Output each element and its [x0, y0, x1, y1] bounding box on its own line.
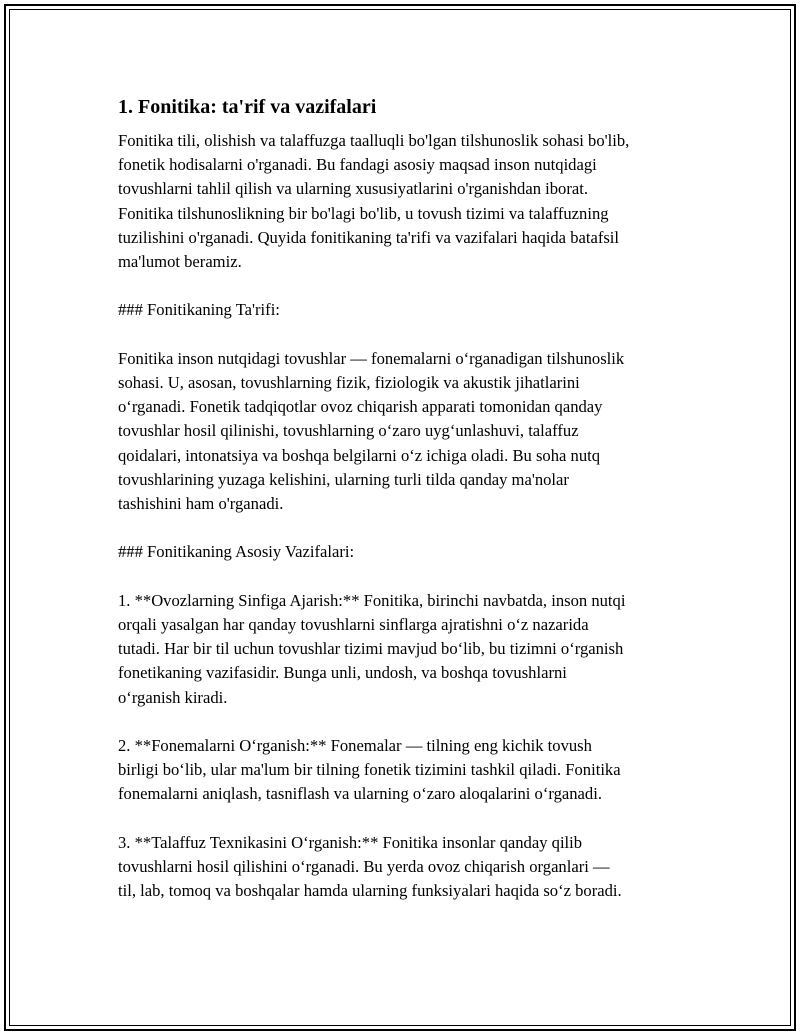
text-line: tuzilishini o'rganadi. Quyida fonitikaning ta'rifi va vazifalari haqida batafsil: [118, 227, 620, 247]
text-line: orqali yasalgan har qanday tovushlarni sinflarga ajratishni o‘z nazarida: [118, 615, 589, 634]
text-line: fonemalarni aniqlash, tasniflash va ularning o‘zaro aloqalarini o‘rganadi.: [118, 784, 602, 804]
subheading-definition: [118, 298, 698, 322]
text-line: o‘rganish kiradi.: [118, 687, 228, 707]
paragraph-spacer: [118, 516, 698, 540]
list-item-3: [118, 831, 698, 904]
text-line: fonetik hodisalarni o'rganadi. Bu fandagi asosiy maqsad inson nutqidagi: [118, 155, 597, 175]
text-line: tutadi. Har bir til uchun tovushlar tizimi mavjud bo‘lib, bu tizimni o‘rganish: [118, 639, 624, 659]
paragraph-spacer: [118, 565, 698, 589]
text-line: tovushlarining yuzaga kelishini, ularning turli tilda qanday ma'nolar: [118, 469, 569, 489]
text-line: qoidalari, intonatsiya va boshqa belgilarni o‘z ichiga oladi. Bu soha nutq: [118, 445, 601, 465]
text-line: til, lab, tomoq va boshqalar hamda ularning funksiyalari haqida so‘z boradi.: [118, 881, 622, 901]
text-line: ### Fonitikaning Asosiy Vazifalari:: [118, 542, 355, 562]
paragraph-definition: [118, 347, 698, 516]
text-line: fonetikaning vazifasidir. Bunga unli, undosh, va boshqa tovushlarni: [118, 663, 567, 683]
subheading-tasks: [118, 540, 698, 564]
text-line: tovushlarni hosil qilishini o‘rganadi. Bu yerda ovoz chiqarish organlari —: [118, 857, 610, 876]
paragraph-spacer: [118, 710, 698, 734]
text-line: Fonitika tilshunoslikning bir bo'lagi bo'lib, u tovush tizimi va talaffuzning: [118, 203, 609, 223]
paragraph-spacer: [118, 807, 698, 831]
paragraph-intro: [118, 129, 698, 274]
text-line: ### Fonitikaning Ta'rifi:: [118, 300, 280, 320]
list-item-1: [118, 589, 698, 710]
text-line: ma'lumot beramiz.: [118, 252, 242, 272]
text-line: Fonitika inson nutqidagi tovushlar — fonemalarni o‘rganadigan tilshunoslik: [118, 348, 625, 368]
text-line: tovushlarni tahlil qilish va ularning xususiyatlarini o'rganishdan iborat.: [118, 179, 589, 199]
text-line: sohasi. U, asosan, tovushlarning fizik, fiziologik va akustik jihatlarini: [118, 373, 580, 392]
paragraph-spacer: [118, 323, 698, 347]
text-line: 2. **Fonemalarni O‘rganish:** Fonemalar — tilning eng kichik tovush: [118, 736, 592, 755]
text-line: Fonitika tili, olishish va talaffuzga taalluqli bo'lgan tilshunoslik sohasi bo'lib,: [118, 131, 630, 150]
text-line: tashishini ham o'rganadi.: [118, 494, 284, 514]
text-line: 3. **Talaffuz Texnikasini O‘rganish:** Fonitika insonlar qanday qilib: [118, 832, 583, 852]
text-line: birligi bo‘lib, ular ma'lum bir tilning fonetik tizimini tashkil qiladi. Fonitika: [118, 760, 621, 780]
list-item-2: [118, 734, 698, 807]
text-line: tovushlar hosil qilinishi, tovushlarning o‘zaro uyg‘unlashuvi, talaffuz: [118, 421, 579, 441]
document-body: [118, 93, 698, 903]
document-heading: 1. Fonitika: ta'rif va vazifalari: [118, 96, 377, 118]
text-line: o‘rganadi. Fonetik tadqiqotlar ovoz chiqarish apparati tomonidan qanday: [118, 397, 603, 417]
text-line: 1. **Ovozlarning Sinfiga Ajarish:** Fonitika, birinchi navbatda, inson nutqi: [118, 590, 626, 610]
paragraph-spacer: [118, 274, 698, 298]
